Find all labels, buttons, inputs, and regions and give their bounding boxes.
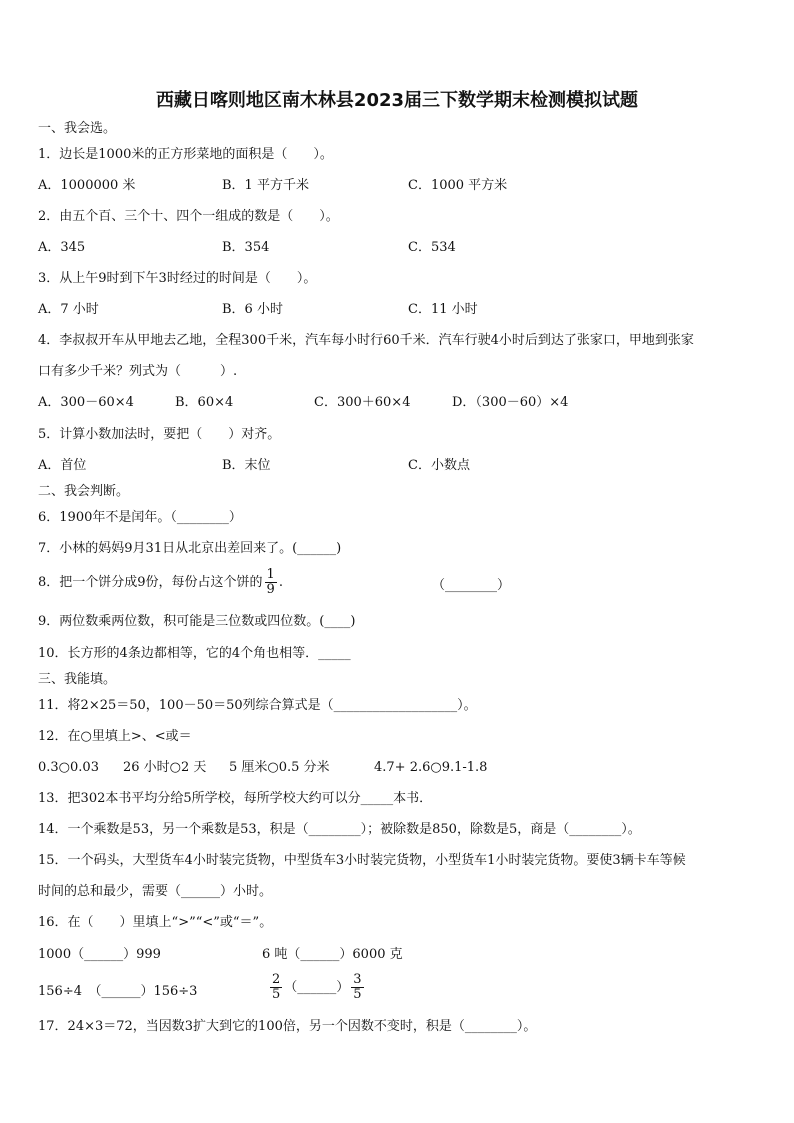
q4-option-b: B．60×4 xyxy=(175,395,234,410)
question-8-blank: （________） xyxy=(432,578,511,593)
q16-item-2: 6 吨（______）6000 克 xyxy=(262,947,403,962)
section-heading-judge: 二、我会判断。 xyxy=(38,484,130,499)
q4-option-d: D．（300－60）×4 xyxy=(452,395,569,410)
q2-option-c: C．534 xyxy=(408,240,456,255)
q16-blank: （______） xyxy=(284,980,350,995)
question-17: 17．24×3＝72，当因数3扩大到它的100倍，另一个因数不变时，积是（________）。 xyxy=(38,1019,537,1034)
question-7: 7．小林的妈妈9月31日从北京出差回来了。(______) xyxy=(38,541,342,556)
q3-option-a: A．7 小时 xyxy=(38,302,99,317)
question-2: 2．由五个百、三个十、四个一组成的数是（ ）。 xyxy=(38,209,339,224)
q5-option-a: A．首位 xyxy=(38,458,87,473)
q1-option-a: A．1000000 米 xyxy=(38,178,136,193)
question-8 xyxy=(38,568,283,597)
fraction-one-ninth xyxy=(265,568,277,597)
fraction-denominator: 5 xyxy=(272,987,281,1002)
q12-item-4: 4.7+ 2.6○9.1-1.8 xyxy=(374,760,488,775)
q16-item-3: 156÷4 （______）156÷3 xyxy=(38,984,198,999)
question-8-period: . xyxy=(278,575,283,590)
q4-option-c: C．300＋60×4 xyxy=(314,395,411,410)
fraction-denominator: 9 xyxy=(266,582,275,597)
page-title: 西藏日喀则地区南木林县2023届三下数学期末检测模拟试题 xyxy=(155,90,639,111)
question-14: 14．一个乘数是53，另一个乘数是53，积是（________）；被除数是850，除数是5，商是（________）。 xyxy=(38,822,641,837)
question-9: 9．两位数乘两位数，积可能是三位数或四位数。(____) xyxy=(38,614,356,629)
question-13: 13．把302本书平均分给5所学校，每所学校大约可以分_____本书． xyxy=(38,791,433,806)
fraction-numerator: 3 xyxy=(353,972,362,987)
question-11: 11．将2×25＝50，100－50＝50列综合算式是（___________________）。 xyxy=(38,698,477,713)
question-4-line-1: 4．李叔叔开车从甲地去乙地，全程300千米，汽车每小时行60千米．汽车行驶4小时后到达了张家口，甲地到张家 xyxy=(38,333,694,348)
q3-option-b: B．6 小时 xyxy=(222,302,283,317)
q3-option-c: C．11 小时 xyxy=(408,302,478,317)
section-heading-fill: 三、我能填。 xyxy=(38,672,117,687)
fraction-two-fifths xyxy=(270,973,282,1002)
question-3: 3．从上午9时到下午3时经过的时间是（ ）。 xyxy=(38,271,317,286)
fraction-three-fifths xyxy=(351,973,363,1002)
q12-item-1: 0.3○0.03 xyxy=(38,760,99,775)
question-4-line-2: 口有多少千米？列式为（ ）. xyxy=(38,364,238,379)
q12-item-3: 5 厘米○0.5 分米 xyxy=(229,760,330,775)
question-6: 6．1900年不是闰年。（________） xyxy=(38,510,242,525)
question-1: 1．边长是1000米的正方形菜地的面积是（ ）。 xyxy=(38,147,333,162)
q2-option-b: B．354 xyxy=(222,240,270,255)
q1-option-c: C．1000 平方米 xyxy=(408,178,508,193)
question-12: 12．在○里填上>、<或＝ xyxy=(38,729,192,744)
question-8-text: 8．把一个饼分成9份，每份占这个饼的 xyxy=(38,575,263,590)
q2-option-a: A．345 xyxy=(38,240,86,255)
q5-option-b: B．末位 xyxy=(222,458,271,473)
question-5: 5．计算小数加法时，要把（ ）对齐。 xyxy=(38,427,281,442)
fraction-numerator: 2 xyxy=(272,972,281,987)
question-10: 10．长方形的4条边都相等，它的4个角也相等．_____ xyxy=(38,646,351,661)
q5-option-c: C．小数点 xyxy=(408,458,470,473)
fraction-denominator: 5 xyxy=(353,987,362,1002)
q4-option-a: A．300－60×4 xyxy=(38,395,134,410)
fraction-numerator: 1 xyxy=(266,567,275,582)
question-16: 16．在（ ）里填上“>”“<”或“＝”。 xyxy=(38,915,273,930)
q16-item-1: 1000（______）999 xyxy=(38,947,161,962)
q12-item-2: 26 小时○2 天 xyxy=(123,760,207,775)
question-15-line-2: 时间的总和最少，需要（______）小时。 xyxy=(38,884,273,899)
q1-option-b: B．1 平方千米 xyxy=(222,178,309,193)
section-heading-choice: 一、我会选。 xyxy=(38,121,117,136)
q16-item-4 xyxy=(268,973,366,1002)
question-15-line-1: 15．一个码头，大型货车4小时装完货物，中型货车3小时装完货物，小型货车1小时装完货物。要使3辆卡车等候 xyxy=(38,853,686,868)
